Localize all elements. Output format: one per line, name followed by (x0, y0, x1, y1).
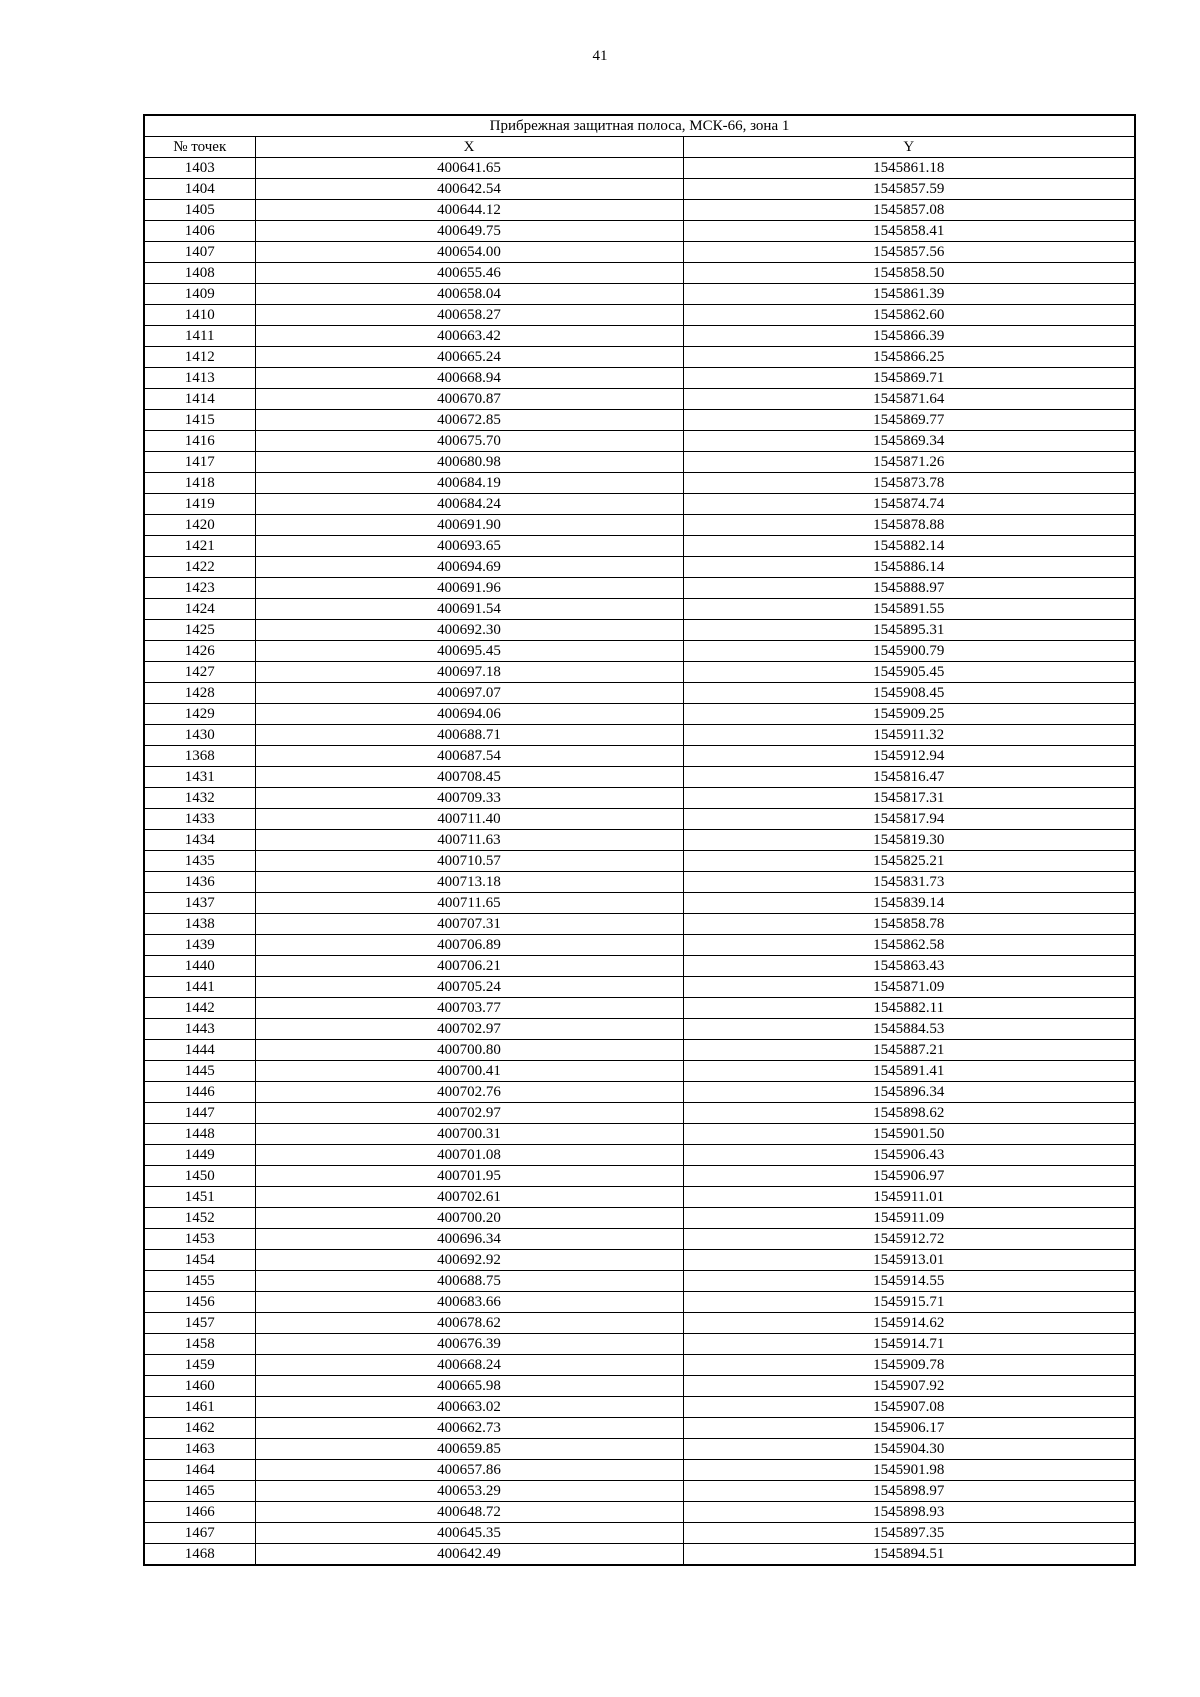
table-row (144, 1040, 1135, 1061)
y-coordinate-cell: 1545911.01 (683, 1187, 1135, 1208)
table-row (144, 179, 1135, 200)
point-number-cell: 1407 (144, 242, 255, 263)
point-number-cell: 1419 (144, 494, 255, 515)
table-row (144, 515, 1135, 536)
x-coordinate-cell: 400702.97 (255, 1103, 683, 1124)
point-number-cell: 1415 (144, 410, 255, 431)
y-coordinate-cell: 1545887.21 (683, 1040, 1135, 1061)
point-number-cell: 1424 (144, 599, 255, 620)
x-coordinate-cell: 400697.18 (255, 662, 683, 683)
x-coordinate-cell: 400649.75 (255, 221, 683, 242)
y-coordinate-cell: 1545858.41 (683, 221, 1135, 242)
x-coordinate-cell: 400709.33 (255, 788, 683, 809)
point-number-cell: 1435 (144, 851, 255, 872)
table-row (144, 1166, 1135, 1187)
point-number-cell: 1368 (144, 746, 255, 767)
table-row (144, 1082, 1135, 1103)
point-number-cell: 1425 (144, 620, 255, 641)
y-coordinate-cell: 1545866.39 (683, 326, 1135, 347)
y-coordinate-cell: 1545869.71 (683, 368, 1135, 389)
y-coordinate-cell: 1545819.30 (683, 830, 1135, 851)
y-coordinate-cell: 1545898.97 (683, 1481, 1135, 1502)
table-row (144, 1292, 1135, 1313)
x-coordinate-cell: 400678.62 (255, 1313, 683, 1334)
x-coordinate-cell: 400668.24 (255, 1355, 683, 1376)
y-coordinate-cell: 1545869.34 (683, 431, 1135, 452)
table-row (144, 1544, 1135, 1566)
x-coordinate-cell: 400645.35 (255, 1523, 683, 1544)
x-coordinate-cell: 400680.98 (255, 452, 683, 473)
x-coordinate-cell: 400688.75 (255, 1271, 683, 1292)
table-row (144, 809, 1135, 830)
point-number-cell: 1457 (144, 1313, 255, 1334)
point-number-cell: 1443 (144, 1019, 255, 1040)
y-coordinate-cell: 1545894.51 (683, 1544, 1135, 1566)
x-coordinate-cell: 400648.72 (255, 1502, 683, 1523)
y-coordinate-cell: 1545909.25 (683, 704, 1135, 725)
table-header-row (144, 137, 1135, 158)
x-coordinate-cell: 400693.65 (255, 536, 683, 557)
y-coordinate-cell: 1545817.31 (683, 788, 1135, 809)
column-header-x: X (255, 137, 683, 158)
x-coordinate-cell: 400692.92 (255, 1250, 683, 1271)
x-coordinate-cell: 400675.70 (255, 431, 683, 452)
x-coordinate-cell: 400711.65 (255, 893, 683, 914)
y-coordinate-cell: 1545871.26 (683, 452, 1135, 473)
table-title-row (144, 115, 1135, 137)
point-number-cell: 1444 (144, 1040, 255, 1061)
y-coordinate-cell: 1545891.41 (683, 1061, 1135, 1082)
x-coordinate-cell: 400688.71 (255, 725, 683, 746)
x-coordinate-cell: 400676.39 (255, 1334, 683, 1355)
point-number-cell: 1442 (144, 998, 255, 1019)
table-row (144, 872, 1135, 893)
table-row (144, 1397, 1135, 1418)
point-number-cell: 1463 (144, 1439, 255, 1460)
y-coordinate-cell: 1545886.14 (683, 557, 1135, 578)
y-coordinate-cell: 1545908.45 (683, 683, 1135, 704)
table-row (144, 305, 1135, 326)
table-row (144, 1313, 1135, 1334)
x-coordinate-cell: 400701.08 (255, 1145, 683, 1166)
point-number-cell: 1455 (144, 1271, 255, 1292)
table-row (144, 1019, 1135, 1040)
y-coordinate-cell: 1545911.09 (683, 1208, 1135, 1229)
x-coordinate-cell: 400644.12 (255, 200, 683, 221)
point-number-cell: 1453 (144, 1229, 255, 1250)
x-coordinate-cell: 400670.87 (255, 389, 683, 410)
table-row (144, 578, 1135, 599)
x-coordinate-cell: 400658.27 (255, 305, 683, 326)
x-coordinate-cell: 400711.63 (255, 830, 683, 851)
table-row (144, 1124, 1135, 1145)
point-number-cell: 1436 (144, 872, 255, 893)
point-number-cell: 1456 (144, 1292, 255, 1313)
y-coordinate-cell: 1545863.43 (683, 956, 1135, 977)
point-number-cell: 1433 (144, 809, 255, 830)
point-number-cell: 1404 (144, 179, 255, 200)
x-coordinate-cell: 400662.73 (255, 1418, 683, 1439)
y-coordinate-cell: 1545898.62 (683, 1103, 1135, 1124)
y-coordinate-cell: 1545816.47 (683, 767, 1135, 788)
y-coordinate-cell: 1545878.88 (683, 515, 1135, 536)
x-coordinate-cell: 400663.42 (255, 326, 683, 347)
x-coordinate-cell: 400691.54 (255, 599, 683, 620)
column-header-point-number: № точек (144, 137, 255, 158)
y-coordinate-cell: 1545891.55 (683, 599, 1135, 620)
x-coordinate-cell: 400702.76 (255, 1082, 683, 1103)
x-coordinate-cell: 400708.45 (255, 767, 683, 788)
y-coordinate-cell: 1545913.01 (683, 1250, 1135, 1271)
y-coordinate-cell: 1545897.35 (683, 1523, 1135, 1544)
x-coordinate-cell: 400657.86 (255, 1460, 683, 1481)
point-number-cell: 1445 (144, 1061, 255, 1082)
y-coordinate-cell: 1545882.14 (683, 536, 1135, 557)
point-number-cell: 1465 (144, 1481, 255, 1502)
point-number-cell: 1437 (144, 893, 255, 914)
table-row (144, 935, 1135, 956)
y-coordinate-cell: 1545907.92 (683, 1376, 1135, 1397)
table-title: Прибрежная защитная полоса, МСК-66, зона 1 (144, 115, 1135, 137)
x-coordinate-cell: 400691.90 (255, 515, 683, 536)
point-number-cell: 1467 (144, 1523, 255, 1544)
table-row (144, 1418, 1135, 1439)
y-coordinate-cell: 1545904.30 (683, 1439, 1135, 1460)
x-coordinate-cell: 400700.80 (255, 1040, 683, 1061)
table-row (144, 620, 1135, 641)
y-coordinate-cell: 1545862.60 (683, 305, 1135, 326)
point-number-cell: 1414 (144, 389, 255, 410)
table-row (144, 1271, 1135, 1292)
table-row (144, 641, 1135, 662)
point-number-cell: 1434 (144, 830, 255, 851)
y-coordinate-cell: 1545906.97 (683, 1166, 1135, 1187)
y-coordinate-cell: 1545858.50 (683, 263, 1135, 284)
table-row (144, 242, 1135, 263)
point-number-cell: 1448 (144, 1124, 255, 1145)
table-row (144, 1229, 1135, 1250)
x-coordinate-cell: 400642.54 (255, 179, 683, 200)
x-coordinate-cell: 400655.46 (255, 263, 683, 284)
y-coordinate-cell: 1545871.09 (683, 977, 1135, 998)
point-number-cell: 1413 (144, 368, 255, 389)
point-number-cell: 1430 (144, 725, 255, 746)
point-number-cell: 1416 (144, 431, 255, 452)
table-row (144, 1523, 1135, 1544)
point-number-cell: 1409 (144, 284, 255, 305)
table-row (144, 284, 1135, 305)
y-coordinate-cell: 1545873.78 (683, 473, 1135, 494)
y-coordinate-cell: 1545874.74 (683, 494, 1135, 515)
page-number: 41 (592, 48, 608, 64)
y-coordinate-cell: 1545901.98 (683, 1460, 1135, 1481)
x-coordinate-cell: 400695.45 (255, 641, 683, 662)
table-row (144, 725, 1135, 746)
y-coordinate-cell: 1545882.11 (683, 998, 1135, 1019)
table-row (144, 389, 1135, 410)
y-coordinate-cell: 1545861.39 (683, 284, 1135, 305)
table-row (144, 998, 1135, 1019)
x-coordinate-cell: 400701.95 (255, 1166, 683, 1187)
table-row (144, 536, 1135, 557)
y-coordinate-cell: 1545895.31 (683, 620, 1135, 641)
point-number-cell: 1460 (144, 1376, 255, 1397)
y-coordinate-cell: 1545888.97 (683, 578, 1135, 599)
point-number-cell: 1422 (144, 557, 255, 578)
point-number-cell: 1403 (144, 158, 255, 179)
point-number-cell: 1450 (144, 1166, 255, 1187)
y-coordinate-cell: 1545914.71 (683, 1334, 1135, 1355)
table-body (144, 115, 1135, 1565)
x-coordinate-cell: 400665.98 (255, 1376, 683, 1397)
table-row (144, 158, 1135, 179)
point-number-cell: 1462 (144, 1418, 255, 1439)
y-coordinate-cell: 1545914.55 (683, 1271, 1135, 1292)
point-number-cell: 1466 (144, 1502, 255, 1523)
point-number-cell: 1431 (144, 767, 255, 788)
point-number-cell: 1405 (144, 200, 255, 221)
table-row (144, 200, 1135, 221)
column-header-y: Y (683, 137, 1135, 158)
table-row (144, 263, 1135, 284)
table-row (144, 788, 1135, 809)
point-number-cell: 1454 (144, 1250, 255, 1271)
table-row (144, 494, 1135, 515)
y-coordinate-cell: 1545825.21 (683, 851, 1135, 872)
x-coordinate-cell: 400702.97 (255, 1019, 683, 1040)
table-row (144, 1145, 1135, 1166)
table-row (144, 956, 1135, 977)
y-coordinate-cell: 1545909.78 (683, 1355, 1135, 1376)
x-coordinate-cell: 400668.94 (255, 368, 683, 389)
point-number-cell: 1438 (144, 914, 255, 935)
table-row (144, 1355, 1135, 1376)
point-number-cell: 1411 (144, 326, 255, 347)
point-number-cell: 1408 (144, 263, 255, 284)
table-row (144, 1439, 1135, 1460)
x-coordinate-cell: 400706.89 (255, 935, 683, 956)
x-coordinate-cell: 400683.66 (255, 1292, 683, 1313)
table-row (144, 1250, 1135, 1271)
x-coordinate-cell: 400692.30 (255, 620, 683, 641)
x-coordinate-cell: 400694.69 (255, 557, 683, 578)
x-coordinate-cell: 400700.31 (255, 1124, 683, 1145)
point-number-cell: 1461 (144, 1397, 255, 1418)
x-coordinate-cell: 400654.00 (255, 242, 683, 263)
x-coordinate-cell: 400684.24 (255, 494, 683, 515)
y-coordinate-cell: 1545905.45 (683, 662, 1135, 683)
table-row (144, 1061, 1135, 1082)
y-coordinate-cell: 1545912.94 (683, 746, 1135, 767)
point-number-cell: 1410 (144, 305, 255, 326)
x-coordinate-cell: 400659.85 (255, 1439, 683, 1460)
table-row (144, 683, 1135, 704)
table-row (144, 1481, 1135, 1502)
y-coordinate-cell: 1545907.08 (683, 1397, 1135, 1418)
table-row (144, 893, 1135, 914)
y-coordinate-cell: 1545839.14 (683, 893, 1135, 914)
point-number-cell: 1412 (144, 347, 255, 368)
table-row (144, 1460, 1135, 1481)
table-row (144, 326, 1135, 347)
x-coordinate-cell: 400672.85 (255, 410, 683, 431)
table-row (144, 557, 1135, 578)
coordinates-table (143, 114, 1136, 1566)
table-row (144, 830, 1135, 851)
table-row (144, 746, 1135, 767)
x-coordinate-cell: 400653.29 (255, 1481, 683, 1502)
point-number-cell: 1418 (144, 473, 255, 494)
x-coordinate-cell: 400702.61 (255, 1187, 683, 1208)
x-coordinate-cell: 400711.40 (255, 809, 683, 830)
table-row (144, 1187, 1135, 1208)
table-row (144, 1208, 1135, 1229)
point-number-cell: 1427 (144, 662, 255, 683)
x-coordinate-cell: 400696.34 (255, 1229, 683, 1250)
x-coordinate-cell: 400642.49 (255, 1544, 683, 1566)
point-number-cell: 1417 (144, 452, 255, 473)
x-coordinate-cell: 400658.04 (255, 284, 683, 305)
x-coordinate-cell: 400663.02 (255, 1397, 683, 1418)
table-row (144, 1376, 1135, 1397)
point-number-cell: 1452 (144, 1208, 255, 1229)
table-row (144, 851, 1135, 872)
table-row (144, 368, 1135, 389)
y-coordinate-cell: 1545906.17 (683, 1418, 1135, 1439)
y-coordinate-cell: 1545866.25 (683, 347, 1135, 368)
table-row (144, 704, 1135, 725)
point-number-cell: 1451 (144, 1187, 255, 1208)
table-row (144, 452, 1135, 473)
x-coordinate-cell: 400710.57 (255, 851, 683, 872)
y-coordinate-cell: 1545912.72 (683, 1229, 1135, 1250)
x-coordinate-cell: 400703.77 (255, 998, 683, 1019)
table-row (144, 1103, 1135, 1124)
point-number-cell: 1420 (144, 515, 255, 536)
y-coordinate-cell: 1545901.50 (683, 1124, 1135, 1145)
table-row (144, 473, 1135, 494)
y-coordinate-cell: 1545911.32 (683, 725, 1135, 746)
y-coordinate-cell: 1545857.59 (683, 179, 1135, 200)
point-number-cell: 1421 (144, 536, 255, 557)
y-coordinate-cell: 1545896.34 (683, 1082, 1135, 1103)
table-row (144, 977, 1135, 998)
table-row (144, 410, 1135, 431)
point-number-cell: 1432 (144, 788, 255, 809)
x-coordinate-cell: 400665.24 (255, 347, 683, 368)
table-row (144, 221, 1135, 242)
y-coordinate-cell: 1545900.79 (683, 641, 1135, 662)
table-row (144, 347, 1135, 368)
table-row (144, 914, 1135, 935)
point-number-cell: 1464 (144, 1460, 255, 1481)
y-coordinate-cell: 1545871.64 (683, 389, 1135, 410)
x-coordinate-cell: 400691.96 (255, 578, 683, 599)
point-number-cell: 1449 (144, 1145, 255, 1166)
y-coordinate-cell: 1545915.71 (683, 1292, 1135, 1313)
y-coordinate-cell: 1545906.43 (683, 1145, 1135, 1166)
point-number-cell: 1426 (144, 641, 255, 662)
point-number-cell: 1428 (144, 683, 255, 704)
y-coordinate-cell: 1545898.93 (683, 1502, 1135, 1523)
y-coordinate-cell: 1545857.08 (683, 200, 1135, 221)
x-coordinate-cell: 400694.06 (255, 704, 683, 725)
point-number-cell: 1468 (144, 1544, 255, 1566)
table-row (144, 1502, 1135, 1523)
table-row (144, 662, 1135, 683)
x-coordinate-cell: 400707.31 (255, 914, 683, 935)
x-coordinate-cell: 400700.41 (255, 1061, 683, 1082)
x-coordinate-cell: 400713.18 (255, 872, 683, 893)
point-number-cell: 1441 (144, 977, 255, 998)
point-number-cell: 1440 (144, 956, 255, 977)
y-coordinate-cell: 1545857.56 (683, 242, 1135, 263)
x-coordinate-cell: 400697.07 (255, 683, 683, 704)
x-coordinate-cell: 400641.65 (255, 158, 683, 179)
point-number-cell: 1423 (144, 578, 255, 599)
point-number-cell: 1447 (144, 1103, 255, 1124)
x-coordinate-cell: 400706.21 (255, 956, 683, 977)
point-number-cell: 1429 (144, 704, 255, 725)
point-number-cell: 1459 (144, 1355, 255, 1376)
x-coordinate-cell: 400687.54 (255, 746, 683, 767)
table-row (144, 599, 1135, 620)
y-coordinate-cell: 1545817.94 (683, 809, 1135, 830)
table-row (144, 431, 1135, 452)
table-row (144, 1334, 1135, 1355)
y-coordinate-cell: 1545861.18 (683, 158, 1135, 179)
x-coordinate-cell: 400700.20 (255, 1208, 683, 1229)
point-number-cell: 1458 (144, 1334, 255, 1355)
y-coordinate-cell: 1545914.62 (683, 1313, 1135, 1334)
y-coordinate-cell: 1545831.73 (683, 872, 1135, 893)
table-row (144, 767, 1135, 788)
point-number-cell: 1446 (144, 1082, 255, 1103)
point-number-cell: 1439 (144, 935, 255, 956)
x-coordinate-cell: 400705.24 (255, 977, 683, 998)
y-coordinate-cell: 1545858.78 (683, 914, 1135, 935)
y-coordinate-cell: 1545884.53 (683, 1019, 1135, 1040)
y-coordinate-cell: 1545862.58 (683, 935, 1135, 956)
point-number-cell: 1406 (144, 221, 255, 242)
x-coordinate-cell: 400684.19 (255, 473, 683, 494)
y-coordinate-cell: 1545869.77 (683, 410, 1135, 431)
